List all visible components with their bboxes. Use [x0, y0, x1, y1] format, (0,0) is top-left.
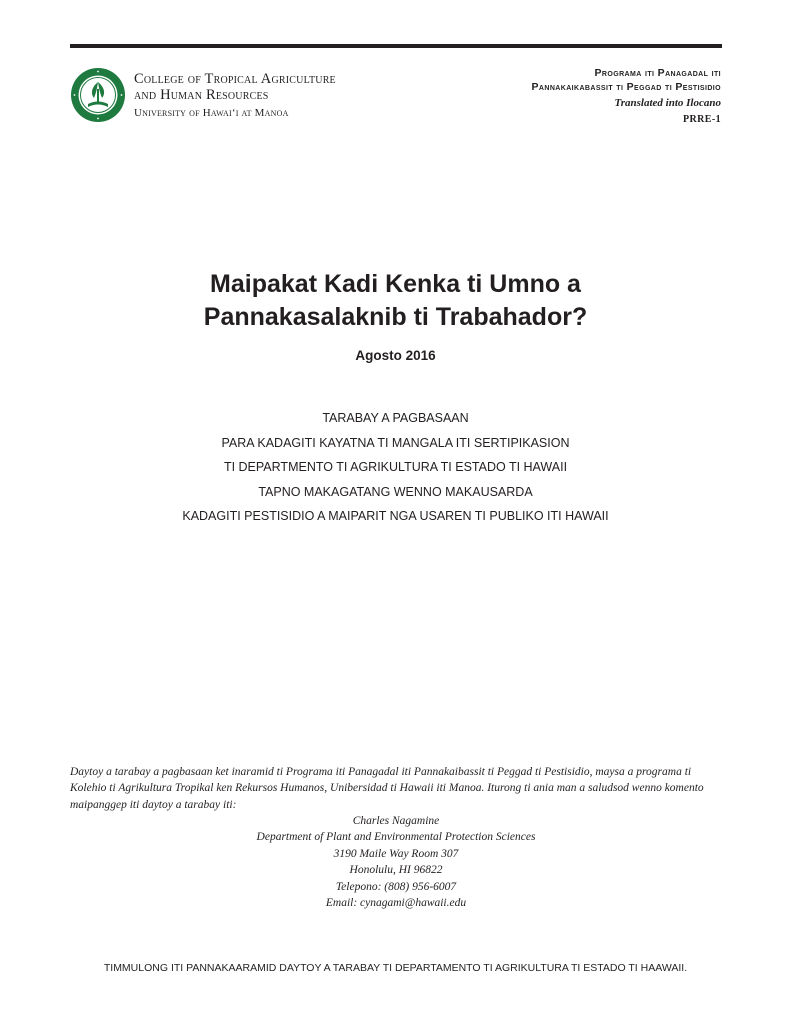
document-date: Agosto 2016 [355, 348, 436, 363]
subtitle-line: TAPNO MAKAGATANG WENNO MAKAUSARDA [258, 484, 533, 499]
contact-department: Department of Plant and Environmental Protection Sciences [256, 831, 536, 844]
subtitle-line: KADAGITI PESTISIDIO A MAIPARIT NGA USAREN TI PUBLIKO ITI HAWAII [182, 509, 609, 523]
top-rule [70, 44, 722, 48]
contact-phone: Telepono: (808) 956-6007 [335, 880, 457, 893]
college-line-2: and Human Resources [134, 87, 269, 103]
translation-note: Translated into Ilocano [614, 97, 721, 109]
program-line-1: Programa iti Panagadal iti [594, 67, 721, 79]
document-code: PRRE-1 [683, 114, 721, 125]
program-block [532, 66, 721, 127]
university-name: University of Hawai‘i at Manoa [134, 107, 289, 119]
college-line-1: College of Tropical Agriculture [134, 71, 336, 87]
title-line-2: Pannakasalaknib ti Trabahador? [203, 303, 588, 331]
program-line-2: Pannakaikabassit ti Peggad ti Pestisidio [531, 81, 721, 93]
contact-block [70, 813, 722, 911]
contact-email: Email: cynagami@hawaii.edu [325, 897, 467, 910]
subtitle-line: TI DEPARTMENTO TI AGRIKULTURA TI ESTADO TI HAWAII [223, 460, 568, 474]
college-name [134, 71, 336, 120]
document-subtitle [0, 406, 791, 529]
contact-address-1: 3190 Maile Way Room 307 [333, 847, 459, 860]
subtitle-line: TARABAY A PAGBASAAN [322, 411, 469, 425]
university-seal-icon [70, 67, 126, 123]
title-line-1: Maipakat Kadi Kenka ti Umno a [210, 270, 581, 298]
contact-address-2: Honolulu, HI 96822 [349, 864, 443, 877]
prepared-by-note: Daytoy a tarabay a pagbasaan ket inaramid ti Programa iti Panagadal iti Pannakaibassit ti Peggad ti Pestisidio, maysa a programa ti Kolehio ti Agrikultura Tropikal ken Rekursos Humanos, Unibersidad ti Hawaii iti Manoa. Iturong ti ania man a saludsod wenno komento maipanggep iti daytoy a tarabay iti: [70, 766, 704, 811]
footer-acknowledgement: TIMMULONG ITI PANNAKAARAMID DAYTOY A TARABAY TI DEPARTAMENTO TI AGRIKULTURA TI ESTADO TI HAAWAII. [103, 962, 688, 974]
subtitle-line: PARA KADAGITI KAYATNA TI MANGALA ITI SERTIPIKASION [221, 435, 570, 450]
contact-name: Charles Nagamine [352, 815, 440, 827]
document-title [0, 268, 791, 334]
